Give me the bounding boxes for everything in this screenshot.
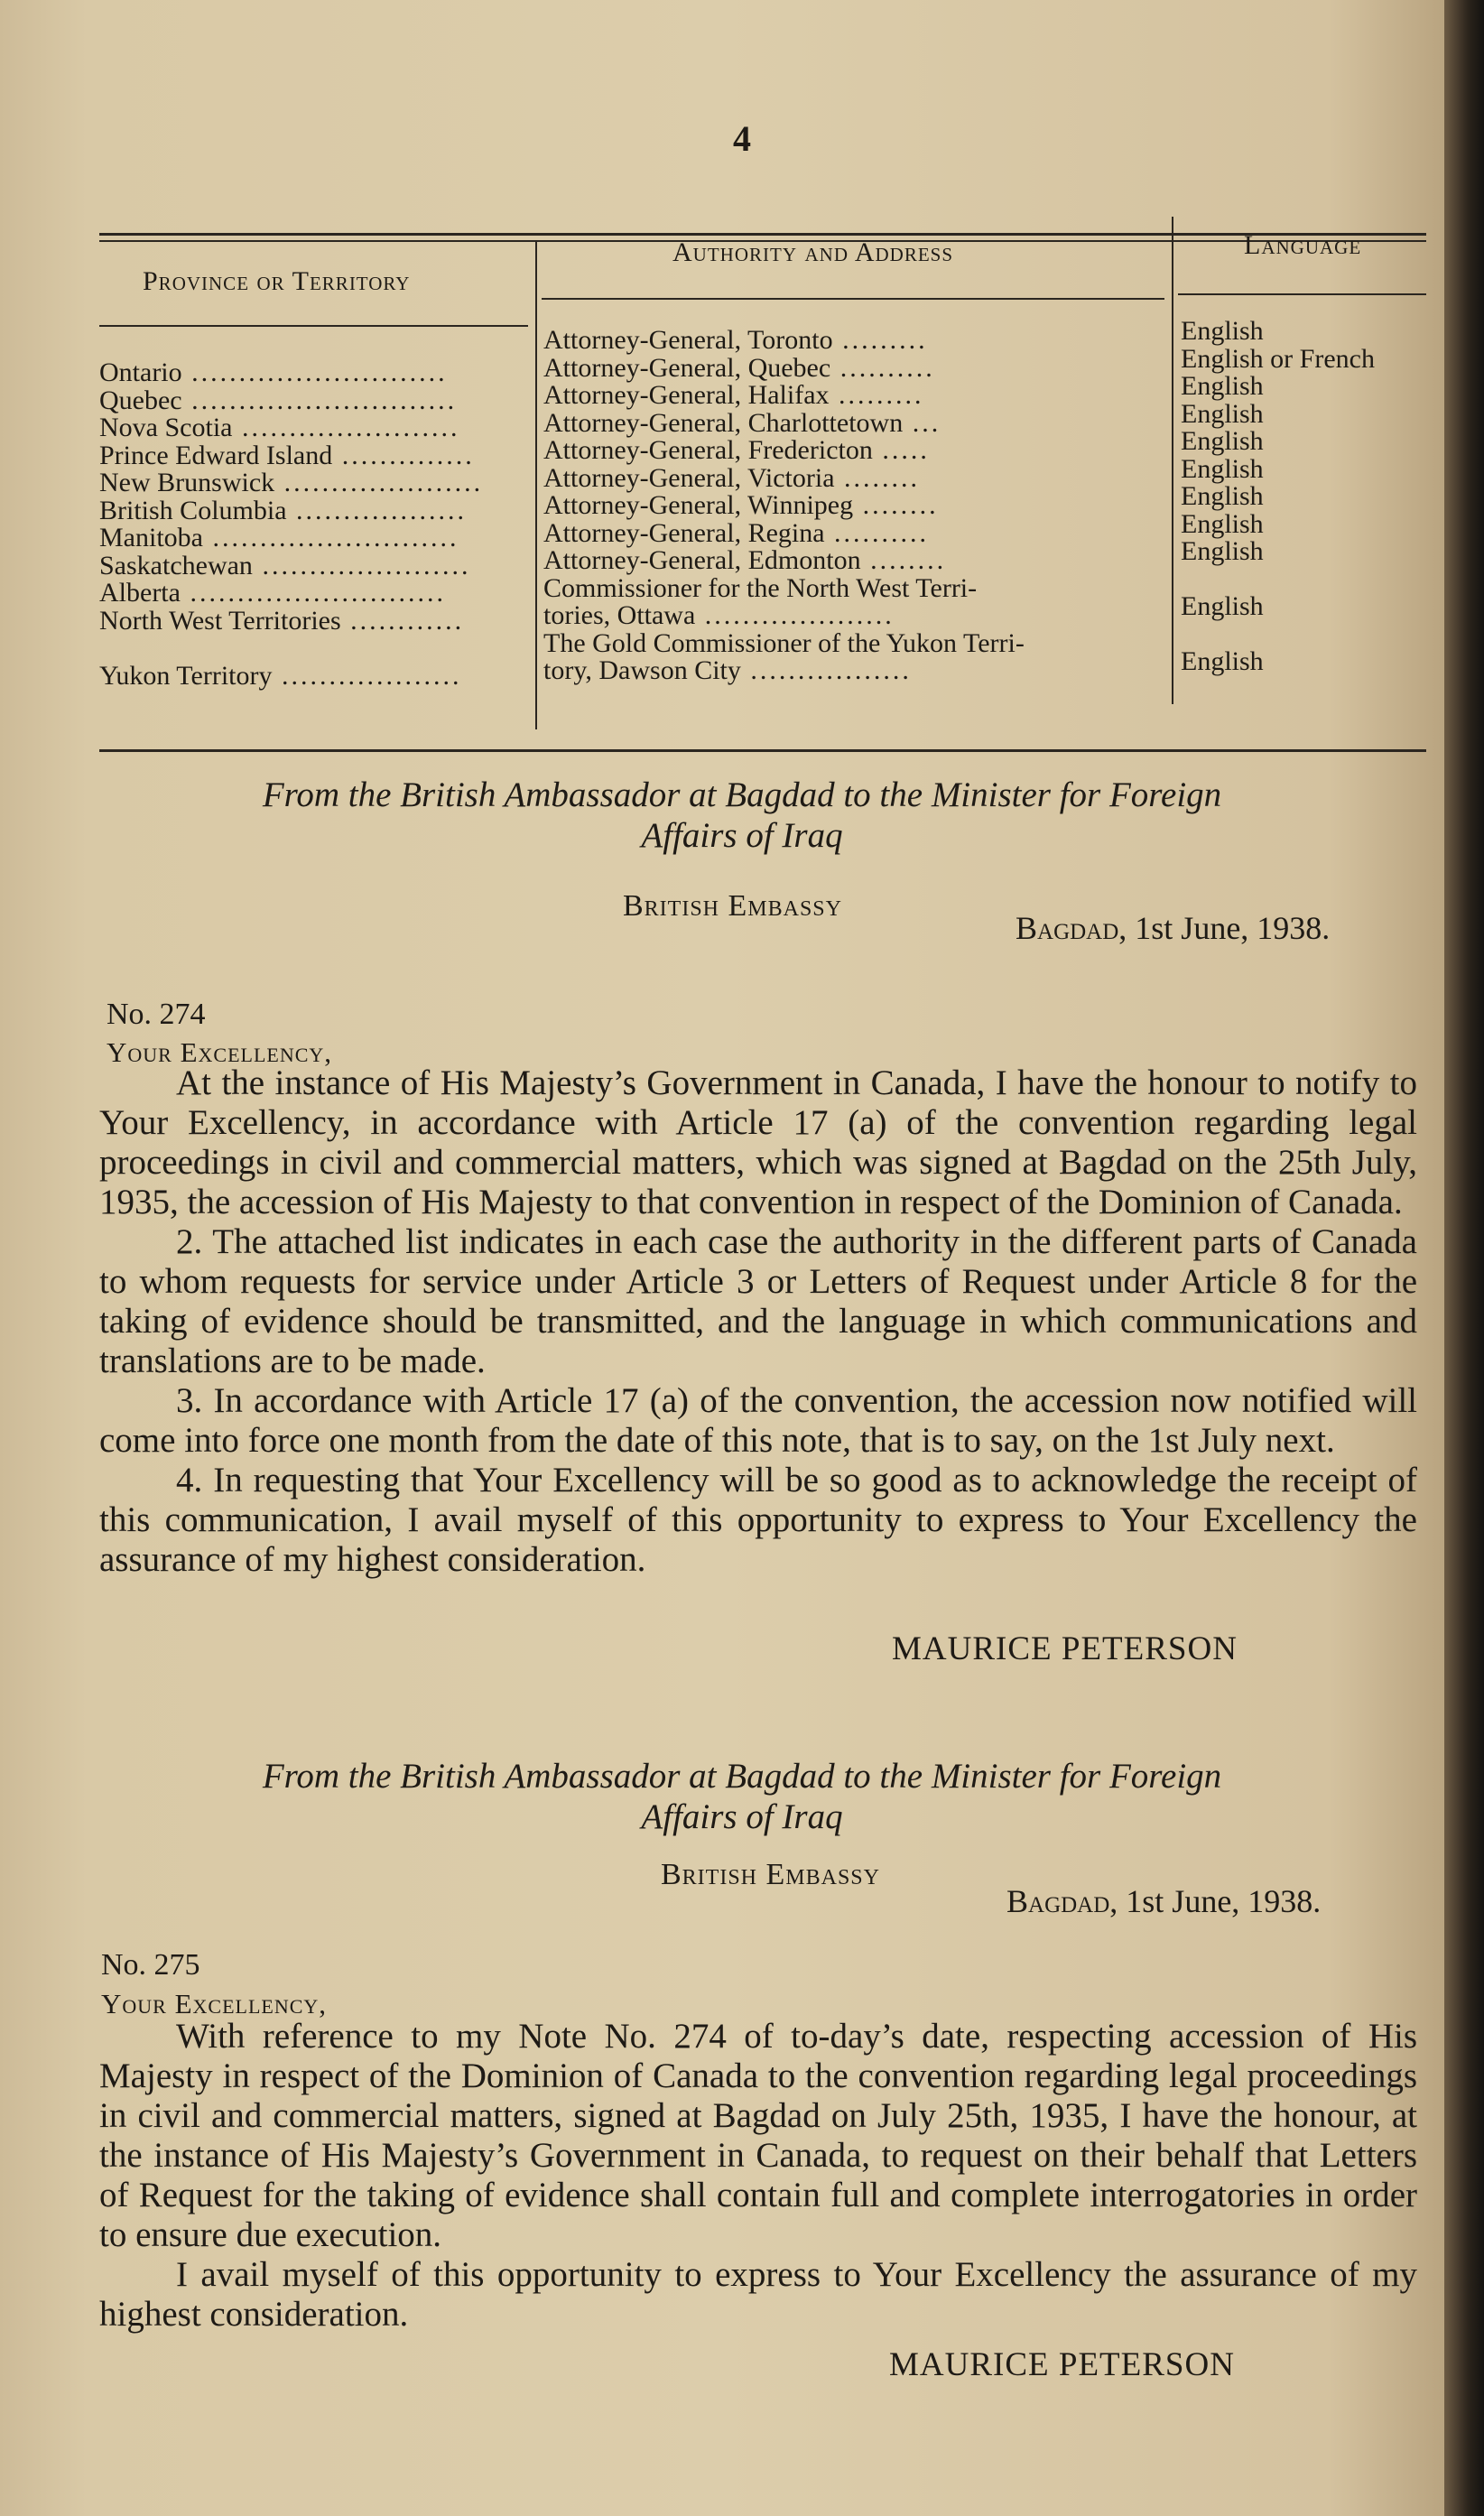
authority-cell [543, 547, 1166, 575]
leader-dots: ........ [853, 490, 939, 520]
authority-cell-text: Attorney-General, Victoria [543, 462, 835, 493]
authority-cell-text: Attorney-General, Charlottetown [543, 407, 904, 438]
table-bottom-rule [99, 749, 1426, 752]
note1-body [99, 1063, 1417, 1580]
authority-cell [543, 352, 1166, 383]
language-cell-text: English [1181, 508, 1264, 539]
note2-body [99, 2017, 1417, 2335]
table-column-province [99, 359, 524, 690]
note1-paragraph: 3. In accordance with Article 17 (a) of the convention, the accession now notified will come into force one month from the date of this note, that is to say, on the 1st July next. [99, 1381, 1417, 1460]
language-cell [1181, 621, 1438, 649]
authority-cell [543, 492, 1166, 520]
note2-heading [0, 1756, 1484, 1837]
province-cell-text: Saskatchewan [99, 550, 253, 580]
table-column-authority [543, 327, 1166, 685]
leader-dots: ..... [872, 435, 930, 465]
authority-cell [543, 572, 1166, 603]
language-cell-text: English [1181, 316, 1264, 346]
leader-dots: ........ [860, 545, 947, 575]
leader-dots: ... [903, 407, 941, 438]
leader-dots: ................. [740, 655, 912, 685]
language-cell [1181, 373, 1438, 401]
authority-cell-text: Attorney-General, Quebec [543, 352, 831, 383]
language-cell-text: English [1181, 536, 1264, 566]
note2-paragraph: I avail myself of this opportunity to express to Your Excellency the assurance of my highest consideration. [99, 2255, 1417, 2334]
language-cell-text: English [1181, 426, 1264, 456]
authority-cell-text: tories, Ottawa [543, 600, 696, 630]
authority-cell-text: Attorney-General, Regina [543, 517, 825, 548]
language-cell-text: English [1181, 453, 1264, 484]
note2-heading-line2: Affairs of Iraq [641, 1797, 843, 1836]
book-spine-shadow [1444, 0, 1484, 2516]
note2-paragraph: With reference to my Note No. 274 of to-day’s date, respecting accession of His Majesty in respect of the Dominion of Canada to the convention regarding legal proceedings in civil and commercial matters, signed at Bagdad on July 25th, 1935, I have the honour, at the instance of His Majesty’s Government in Canada, to request on their behalf that Letters of Request for the taking of evidence shall contain full and complete interrogatories in order to ensure due execution. [99, 2017, 1417, 2254]
authority-cell [543, 657, 1166, 685]
note2-date: 1st June, 1938. [1126, 1883, 1322, 1919]
province-cell-text: Prince Edward Island [99, 440, 333, 470]
province-cell [99, 580, 524, 608]
province-cell-text: Alberta [99, 578, 181, 608]
note2-heading-line1: From the British Ambassador at Bagdad to the Minister for Foreign [262, 1757, 1222, 1796]
page-number: 4 [733, 118, 751, 159]
province-cell [99, 414, 524, 442]
language-cell [1181, 318, 1438, 346]
note1-paragraph: 4. In requesting that Your Excellency will be so good as to acknowledge the receipt of this communication, I avail myself of this opportunity to express to Your Excellency the assurance of my highest consideration. [99, 1461, 1417, 1579]
province-cell [99, 660, 524, 691]
language-cell-text: English or French [1181, 343, 1375, 374]
authority-cell [543, 407, 1166, 438]
note2-dateline [1006, 1882, 1321, 1920]
leader-dots: ........................... [180, 578, 446, 608]
leader-dots: ........ [834, 462, 921, 493]
leader-dots: ......... [832, 325, 928, 355]
note1-signature: MAURICE PETERSON [892, 1630, 1238, 1667]
leader-dots: ...................... [252, 550, 471, 580]
language-cell-text: English [1181, 398, 1264, 429]
note1-paragraph: At the instance of His Majesty’s Government in Canada, I have the honour to notify to Your Excellency, in accordance with Article 17 (a) of the convention regarding legal proceedings in civil and commercial matters, which was signed at Bagdad on the 25th July, 1935, the accession of His Majesty to that convention in respect of the Dominion of Canada. [99, 1063, 1417, 1221]
language-cell [1181, 593, 1438, 621]
language-cell [1181, 483, 1438, 511]
language-cell [1181, 508, 1438, 539]
note1-dateline [1016, 909, 1330, 947]
province-cell-text: Nova Scotia [99, 413, 233, 442]
leader-dots: ..................... [274, 468, 484, 497]
note1-heading-line2: Affairs of Iraq [641, 816, 843, 855]
authority-cell [543, 382, 1166, 410]
leader-dots: .......... [830, 352, 935, 383]
language-cell [1181, 343, 1438, 374]
table-top-rule [99, 233, 1426, 236]
leader-dots: .......................... [202, 523, 459, 552]
note1-heading-line1: From the British Ambassador at Bagdad to the Minister for Foreign [262, 775, 1222, 814]
language-cell-text: English [1181, 371, 1264, 401]
note1-embassy: British Embassy [623, 889, 842, 923]
authority-cell [543, 602, 1166, 630]
language-cell [1181, 538, 1438, 566]
province-cell-text: Manitoba [99, 523, 203, 552]
note1-heading [0, 775, 1484, 856]
authority-cell [543, 462, 1166, 493]
table-header-rule-authority [542, 298, 1164, 300]
province-cell [99, 442, 524, 470]
province-cell [99, 552, 524, 580]
province-cell [99, 387, 524, 415]
leader-dots: .................. [286, 495, 468, 525]
authority-cell-text: Attorney-General, Halifax [543, 380, 830, 410]
language-cell-text: English [1181, 481, 1264, 511]
province-cell [99, 497, 524, 525]
leader-dots: ............................ [181, 385, 458, 415]
table-header-language: Language [1244, 230, 1362, 260]
authority-cell-text: Attorney-General, Fredericton [543, 435, 873, 465]
leader-dots: ................... [272, 660, 462, 691]
province-cell-text: British Columbia [99, 495, 287, 525]
leader-dots: .......... [824, 517, 930, 548]
leader-dots: ........................... [181, 357, 448, 387]
authority-cell-text: The Gold Commissioner of the Yukon Terri- [543, 627, 1025, 658]
authority-cell-text: Commissioner for the North West Terri- [543, 572, 978, 603]
province-cell-text: North West Territories [99, 605, 341, 636]
language-cell [1181, 453, 1438, 484]
language-cell-text: English [1181, 646, 1264, 676]
note2-salutation: Your Excellency, [101, 1988, 328, 2019]
table-col-divider-2 [1172, 217, 1173, 704]
authority-cell [543, 437, 1166, 465]
note1-paragraph: 2. The attached list indicates in each case the authority in the different parts of Canada to whom requests for service under Article 3 or Letters of Request under Article 8 for the taking of evidence should be transmitted, and the language in which communications and translations are to be made. [99, 1222, 1417, 1380]
leader-dots: ......... [829, 380, 924, 410]
authority-cell-text: Attorney-General, Edmonton [543, 545, 861, 575]
table-header-rule-province [99, 325, 528, 327]
province-cell [99, 525, 524, 552]
note2-embassy: British Embassy [661, 1858, 880, 1891]
note1-date: 1st June, 1938. [1135, 910, 1331, 946]
province-cell [99, 359, 524, 387]
authority-cell-text: tory, Dawson City [543, 655, 741, 685]
language-cell [1181, 398, 1438, 429]
province-cell-text: Quebec [99, 385, 182, 415]
province-cell [99, 605, 524, 636]
table-column-language [1181, 318, 1438, 676]
authority-cell [543, 327, 1166, 355]
note1-place: Bagdad, [1016, 910, 1127, 946]
table-col-divider-1 [535, 242, 537, 729]
language-cell-text: English [1181, 591, 1264, 621]
province-cell-text: Yukon Territory [99, 660, 273, 691]
note2-number: No. 275 [101, 1948, 200, 1982]
leader-dots: .............. [332, 440, 475, 470]
note1-number: No. 274 [107, 998, 206, 1031]
note2-signature: MAURICE PETERSON [889, 2346, 1235, 2383]
table-header-authority: Authority and Address [672, 237, 954, 267]
province-cell [99, 469, 524, 497]
table-header-rule-language [1178, 293, 1426, 295]
province-cell-text: Ontario [99, 357, 182, 387]
leader-dots: ....................... [232, 413, 460, 442]
note1-salutation: Your Excellency, [107, 1036, 333, 1068]
language-cell [1181, 566, 1438, 594]
province-cell-text: New Brunswick [99, 468, 275, 497]
leader-dots: ............ [340, 605, 465, 636]
province-cell [99, 635, 524, 663]
authority-cell [543, 517, 1166, 548]
language-cell [1181, 428, 1438, 456]
authority-cell-text: Attorney-General, Winnipeg [543, 490, 854, 520]
authority-cell-text: Attorney-General, Toronto [543, 325, 833, 355]
language-cell [1181, 648, 1438, 676]
table-header-province: Province or Territory [143, 266, 411, 296]
note2-place: Bagdad, [1006, 1883, 1118, 1919]
leader-dots: .................... [695, 600, 895, 630]
authority-cell [543, 627, 1166, 658]
